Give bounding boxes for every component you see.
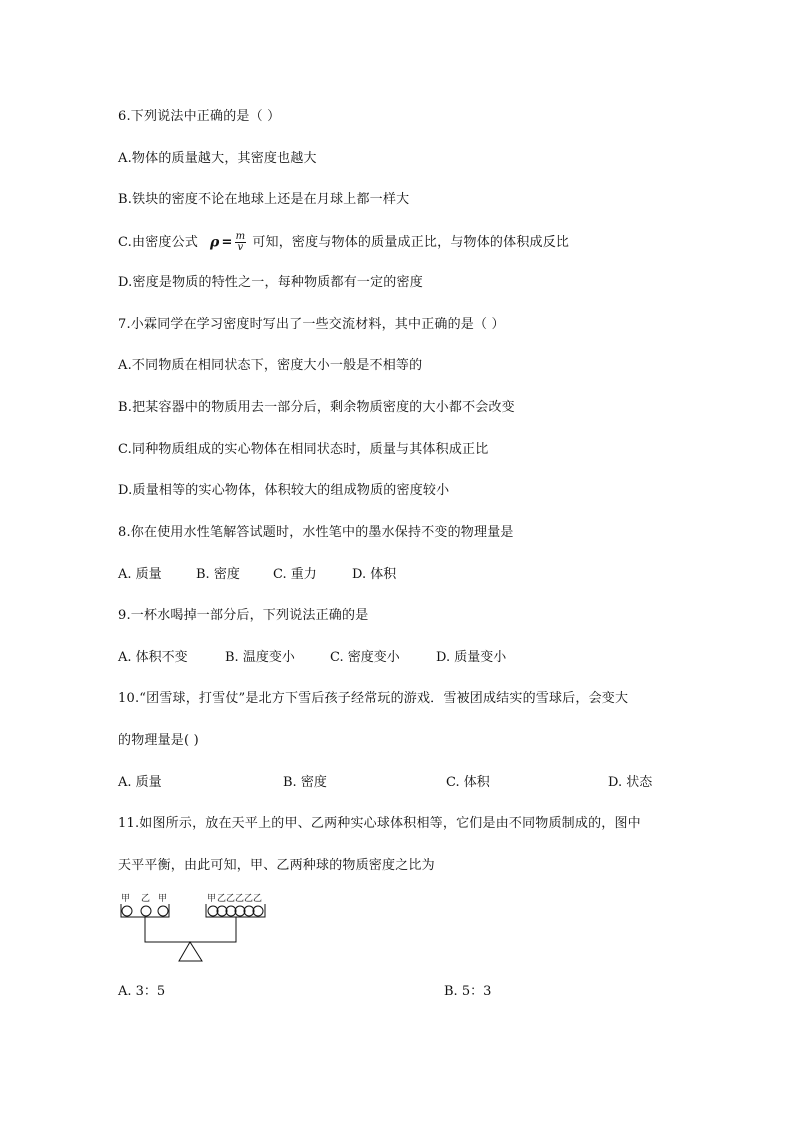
- right-label-6: 乙: [253, 894, 263, 904]
- right-label-3: 乙: [226, 894, 236, 904]
- q10-option-b: B. 密度: [283, 775, 327, 790]
- q6-option-d: D.密度是物质的特性之一，每种物质都有一定的密度: [118, 275, 423, 290]
- q11-stem-line1: 11.如图所示，放在天平上的甲、乙两种实心球体积相等，它们是由不同物质制成的，图中: [118, 816, 641, 831]
- q11-stem-line2: 天平平衡，由此可知，甲、乙两种球的物质密度之比为: [118, 858, 435, 873]
- q9-option-d: D. 质量变小: [436, 650, 507, 665]
- q6-option-a: A.物体的质量越大，其密度也越大: [118, 151, 317, 166]
- q6-stem: 6.下列说法中正确的是（ ）: [118, 109, 281, 124]
- q7-option-d: D.质量相等的实心物体，体积较大的组成物质的密度较小: [118, 483, 450, 498]
- q8-stem: 8.你在使用水性笔解答试题时，水性笔中的墨水保持不变的物理量是: [118, 525, 514, 540]
- q7-option-c: C.同种物质组成的实心物体在相同状态时，质量与其体积成正比: [118, 442, 489, 457]
- q6-option-c-suffix: 可知，密度与物体的质量成正比，与物体的体积成反比: [252, 235, 570, 250]
- q6-option-c-prefix: C.由密度公式: [118, 235, 199, 250]
- q10-option-d: D. 状态: [608, 775, 653, 790]
- formula-denominator: v: [237, 242, 244, 253]
- density-formula: [210, 232, 246, 253]
- q11-option-b: B. 5：3: [444, 984, 492, 999]
- q10-option-c: C. 体积: [446, 775, 490, 790]
- right-label-4: 乙: [235, 894, 245, 904]
- q10-option-a: A. 质量: [118, 775, 162, 790]
- left-ball-2: [141, 906, 151, 916]
- formula-equals: =: [221, 234, 233, 250]
- q7-stem: 7.小霖同学在学习密度时写出了一些交流材料，其中正确的是（ ）: [118, 317, 505, 332]
- left-label-2: 乙: [141, 894, 151, 904]
- left-label-3: 甲: [158, 894, 168, 904]
- balance-beam: [145, 917, 236, 942]
- q9-option-a: A. 体积不变: [118, 650, 188, 665]
- q8-option-c: C. 重力: [273, 567, 317, 582]
- q9-stem: 9.一杯水喝掉一部分后，下列说法正确的是: [118, 608, 369, 623]
- right-label-2: 乙: [217, 894, 227, 904]
- q11-option-a: A. 3：5: [118, 984, 166, 999]
- right-label-5: 乙: [244, 894, 254, 904]
- q10-stem-line2: 的物理量是( ): [118, 733, 199, 748]
- balance-fulcrum: [179, 942, 202, 961]
- right-label-1: 甲: [207, 894, 217, 904]
- formula-fraction: [235, 232, 247, 253]
- balance-figure: [118, 890, 278, 970]
- q9-option-b: B. 温度变小: [225, 650, 295, 665]
- q10-stem-line1: 10.“团雪球，打雪仗”是北方下雪后孩子经常玩的游戏．雪被团成结实的雪球后，会变大: [118, 691, 629, 706]
- q7-option-a: A.不同物质在相同状态下，密度大小一般是不相等的: [118, 358, 423, 373]
- left-ball-3: [158, 906, 168, 916]
- q8-option-d: D. 体积: [352, 567, 397, 582]
- left-label-1: 甲: [121, 894, 131, 904]
- q9-option-c: C. 密度变小: [330, 650, 400, 665]
- q8-option-a: A. 质量: [118, 567, 162, 582]
- formula-numerator: m: [235, 231, 246, 242]
- q8-option-b: B. 密度: [196, 567, 240, 582]
- q6-option-c: [118, 232, 569, 253]
- q7-option-b: B.把某容器中的物质用去一部分后，剩余物质密度的大小都不会改变: [118, 400, 515, 415]
- formula-rho: ρ: [210, 234, 220, 251]
- q6-option-b: B.铁块的密度不论在地球上还是在月球上都一样大: [118, 192, 410, 207]
- left-ball-1: [122, 906, 132, 916]
